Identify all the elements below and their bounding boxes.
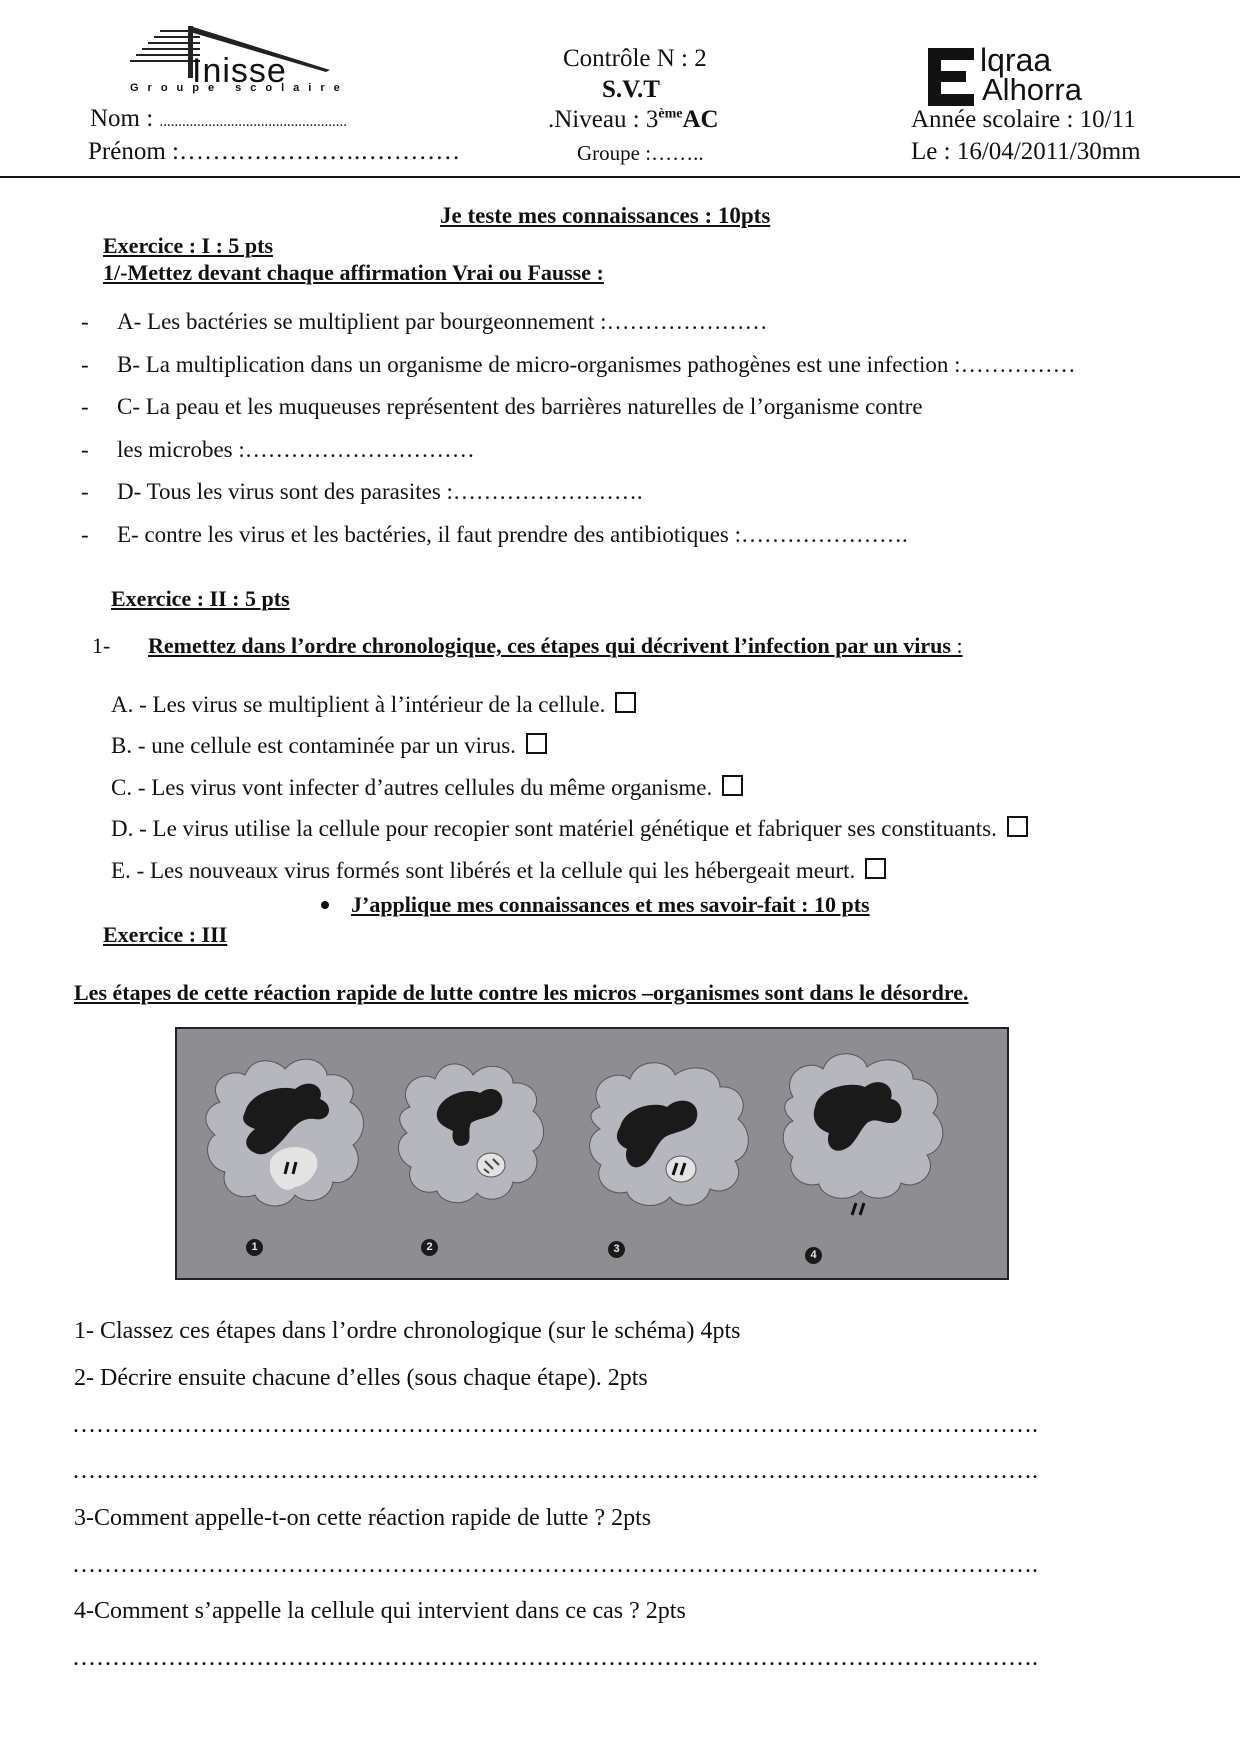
school-logo-name: Inisse (192, 52, 287, 90)
step-c (111, 775, 743, 801)
niveau-sup: ème (658, 106, 683, 122)
nom-label: Nom : (90, 105, 154, 132)
answer-line[interactable]: …………………………………………………………………………………………………………. (72, 1552, 1038, 1578)
bullet-dash: - (81, 522, 89, 547)
bullet-dash: - (81, 394, 89, 419)
logo-line-1: lqraa (980, 42, 1052, 78)
step-letter: A. (111, 692, 134, 717)
prenom-dots: ………………….………… (178, 138, 461, 165)
section2-title: J’applique mes connaissances et mes savoir-fait : 10 pts (351, 892, 870, 917)
answer-line[interactable]: …………………………………………………………………………………………………………. (72, 1645, 1038, 1671)
step-text: - une cellule est contaminée par un virus. (132, 733, 516, 758)
question-1: 1- Classez ces étapes dans l’ordre chronologique (sur le schéma) 4pts (74, 1318, 741, 1344)
e-letter-graphic (928, 48, 980, 106)
stage-number-1: 1 (246, 1239, 263, 1256)
phagocytosis-diagram (175, 1027, 1009, 1280)
answer-line[interactable]: …………………………………………………………………………………………………………. (72, 1412, 1038, 1438)
order-checkbox[interactable] (526, 733, 547, 754)
niveau-suffix: AC (682, 106, 719, 133)
statement-c-continued[interactable]: les microbes :………………………… (117, 437, 475, 462)
exercise3-intro: Les étapes de cette réaction rapide de lutte contre les micros –organismes sont dans le désordre. (74, 980, 969, 1005)
school-logo-right (928, 42, 1128, 108)
bullet-dash: - (81, 479, 89, 504)
statement-c: C- La peau et les muqueuses représentent des barrières naturelles de l’organisme contre (117, 394, 923, 419)
nom-field[interactable] (90, 105, 347, 133)
phagocytosis-figure (175, 1027, 1009, 1280)
exercise2-instruction: Remettez dans l’ordre chronologique, ces étapes qui décrivent l’infection par un virus (148, 633, 951, 658)
stage-number-2: 2 (421, 1239, 438, 1256)
logo-line-2: Alhorra (982, 72, 1082, 107)
bullet-dash: - (81, 309, 89, 334)
step-text: - Les nouveaux virus formés sont libérés et la cellule qui les hébergeait meurt. (130, 858, 856, 883)
exercise1-instruction: 1/-Mettez devant chaque affirmation Vrai ou Fausse : (103, 260, 604, 285)
statement-e[interactable]: E- contre les virus et les bactéries, il faut prendre des antibiotiques :…………………. (117, 522, 908, 547)
exercise1-title: Exercice : I : 5 pts (103, 233, 274, 258)
exercise2-instruction-wrap (148, 633, 963, 659)
step-letter: C. (111, 775, 133, 800)
cell-stage-2 (398, 1064, 543, 1203)
order-checkbox[interactable] (615, 692, 636, 713)
prenom-field[interactable] (88, 138, 460, 166)
exercise2-colon: : (950, 633, 963, 658)
question-4: 4-Comment s’appelle la cellule qui intervient dans ce cas ? 2pts (74, 1598, 686, 1624)
step-text: - Les virus se multiplient à l’intérieur de la cellule. (133, 692, 606, 717)
answer-line[interactable]: …………………………………………………………………………………………………………. (72, 1458, 1038, 1484)
statement-b[interactable]: B- La multiplication dans un organisme de micro-organismes pathogènes est une infection :…………… (117, 352, 1076, 377)
step-e (111, 858, 886, 884)
section1-title: Je teste mes connaissances : 10pts (440, 203, 771, 228)
exercise3-title: Exercice : III (103, 922, 228, 947)
prenom-label: Prénom : (88, 138, 179, 165)
question-3: 3-Comment appelle-t-on cette réaction rapide de lutte ? 2pts (74, 1505, 652, 1531)
niveau-prefix: .Niveau : 3 (548, 106, 659, 133)
exam-date: Le : 16/04/2011/30mm (911, 138, 1141, 165)
step-a (111, 692, 636, 718)
bullet-dash: - (81, 437, 89, 462)
question-2: 2- Décrire ensuite chacune d’elles (sous chaque étape). 2pts (74, 1365, 648, 1391)
step-d (111, 816, 1028, 842)
order-checkbox[interactable] (865, 858, 886, 879)
niveau (548, 106, 719, 134)
exercise2-number: 1- (92, 633, 111, 658)
step-letter: B. (111, 733, 133, 758)
statement-a[interactable]: A- Les bactéries se multiplient par bourgeonnement :………………… (117, 309, 768, 334)
statement-d[interactable]: D- Tous les virus sont des parasites :……………………. (117, 479, 643, 504)
annee-scolaire: Année scolaire : 10/11 (911, 106, 1136, 133)
order-checkbox[interactable] (1007, 816, 1028, 837)
nom-dots: .................................................. (159, 114, 347, 130)
header-divider (0, 176, 1240, 178)
bullet-dot (321, 901, 329, 909)
bullet-dash: - (81, 352, 89, 377)
step-b (111, 733, 547, 759)
school-logo-subtitle: Groupe scolaire (130, 82, 349, 94)
order-checkbox[interactable] (722, 775, 743, 796)
stage-number-4: 4 (805, 1247, 822, 1264)
stage-number-3: 3 (608, 1241, 625, 1258)
step-text: - Les virus vont infecter d’autres cellules du même organisme. (132, 775, 713, 800)
step-text: - Le virus utilise la cellule pour recopier sont matériel génétique et fabriquer ses constituants. (133, 816, 997, 841)
controle-number: Contrôle N : 2 (563, 45, 707, 72)
step-letter: D. (111, 816, 134, 841)
step-letter: E. (111, 858, 131, 883)
subject-title: S.V.T (602, 76, 660, 103)
exercise2-title: Exercice : II : 5 pts (111, 586, 290, 611)
section2-heading (321, 892, 870, 918)
school-logo-left (130, 24, 375, 96)
groupe-field[interactable]: Groupe :…….. (577, 141, 704, 165)
